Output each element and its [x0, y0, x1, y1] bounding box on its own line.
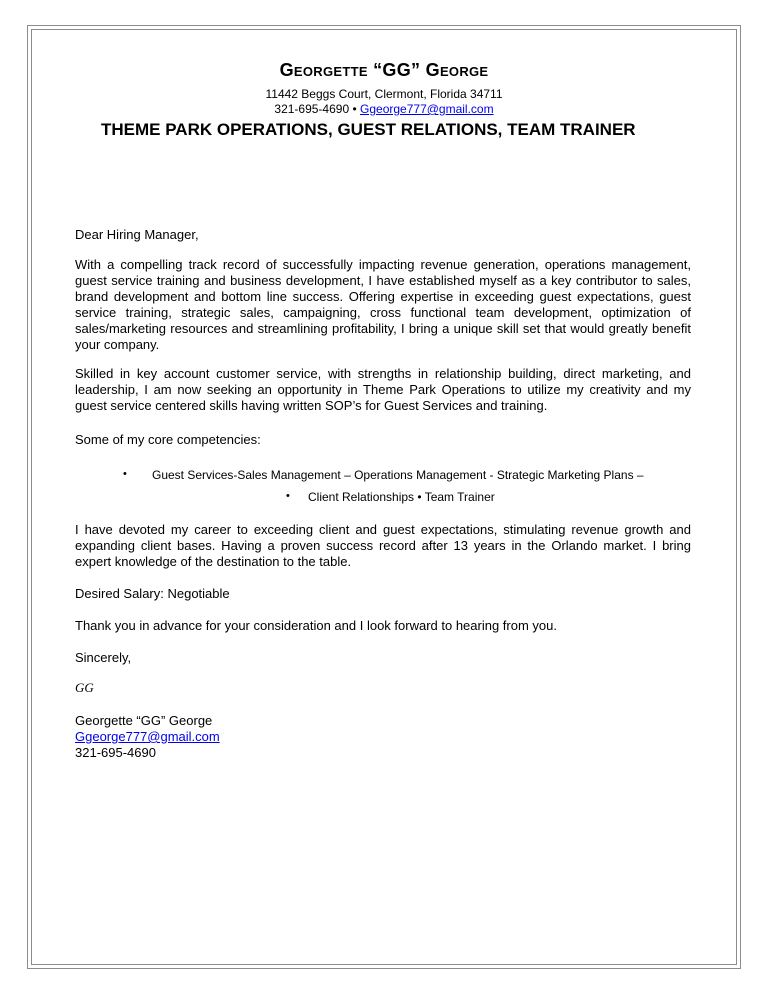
header-email-link[interactable]: Ggeorge777@gmail.com: [360, 102, 494, 116]
signer-name: Georgette “GG” George: [75, 713, 213, 728]
contact-line: [0, 102, 768, 117]
name-first-rest: eorgette: [293, 60, 368, 80]
closing: Sincerely,: [75, 650, 132, 665]
paragraph-experience: With a compelling track record of successfully impacting revenue generation, operations management, guest service training and business development, I have established myself as a key contributor to sales, brand development and bottom line success. Offering expertise in exceeding guest expectations, guest service training, strategic sales, campaigning, cross functional team development, optimization of sales/marketing resources and streamlining profitability, I bring a unique skill set that would greatly benefit your company.: [75, 257, 691, 352]
contact-separator: •: [352, 102, 357, 116]
thank-you-line: Thank you in advance for your consideration and I look forward to hearing from you.: [75, 618, 557, 633]
paragraph-skills: Skilled in key account customer service, with strengths in relationship building, direct marketing, and leadership, I am now seeking an opportunity in Theme Park Operations to utilize my creativity and my guest service centered skills having written SOP’s for Guest Services and training.: [75, 366, 691, 413]
desired-salary: Desired Salary: Negotiable: [75, 586, 230, 601]
page-headline: THEME PARK OPERATIONS, GUEST RELATIONS, TEAM TRAINER: [101, 120, 636, 139]
name-first-initial: G: [279, 60, 294, 80]
competencies-intro: Some of my core competencies:: [75, 432, 261, 447]
salutation: Dear Hiring Manager,: [75, 227, 199, 242]
name-nickname: “GG”: [373, 60, 421, 80]
competencies-list-item-2: Client Relationships • Team Trainer: [308, 490, 495, 504]
signer-email-link[interactable]: Ggeorge777@gmail.com: [75, 729, 220, 744]
competencies-list-item-1: Guest Services-Sales Management – Operations Management - Strategic Marketing Plans –: [152, 468, 644, 482]
name-last-initial: G: [425, 60, 440, 80]
bullet-2: •: [286, 490, 290, 502]
name-last-rest: eorge: [439, 60, 489, 80]
signature: GG: [75, 680, 94, 695]
header-phone: 321-695-4690: [274, 102, 350, 116]
signer-phone: 321-695-4690: [75, 745, 156, 760]
address-line: 11442 Beggs Court, Clermont, Florida 34711: [265, 87, 503, 101]
bullet-1: •: [123, 468, 127, 480]
applicant-name: [0, 60, 768, 81]
paragraph-career: I have devoted my career to exceeding client and guest expectations, stimulating revenue growth and expanding client bases. Having a proven success record after 13 years in the Orlando market. I bring expert knowledge of the destination to the table.: [75, 522, 691, 569]
